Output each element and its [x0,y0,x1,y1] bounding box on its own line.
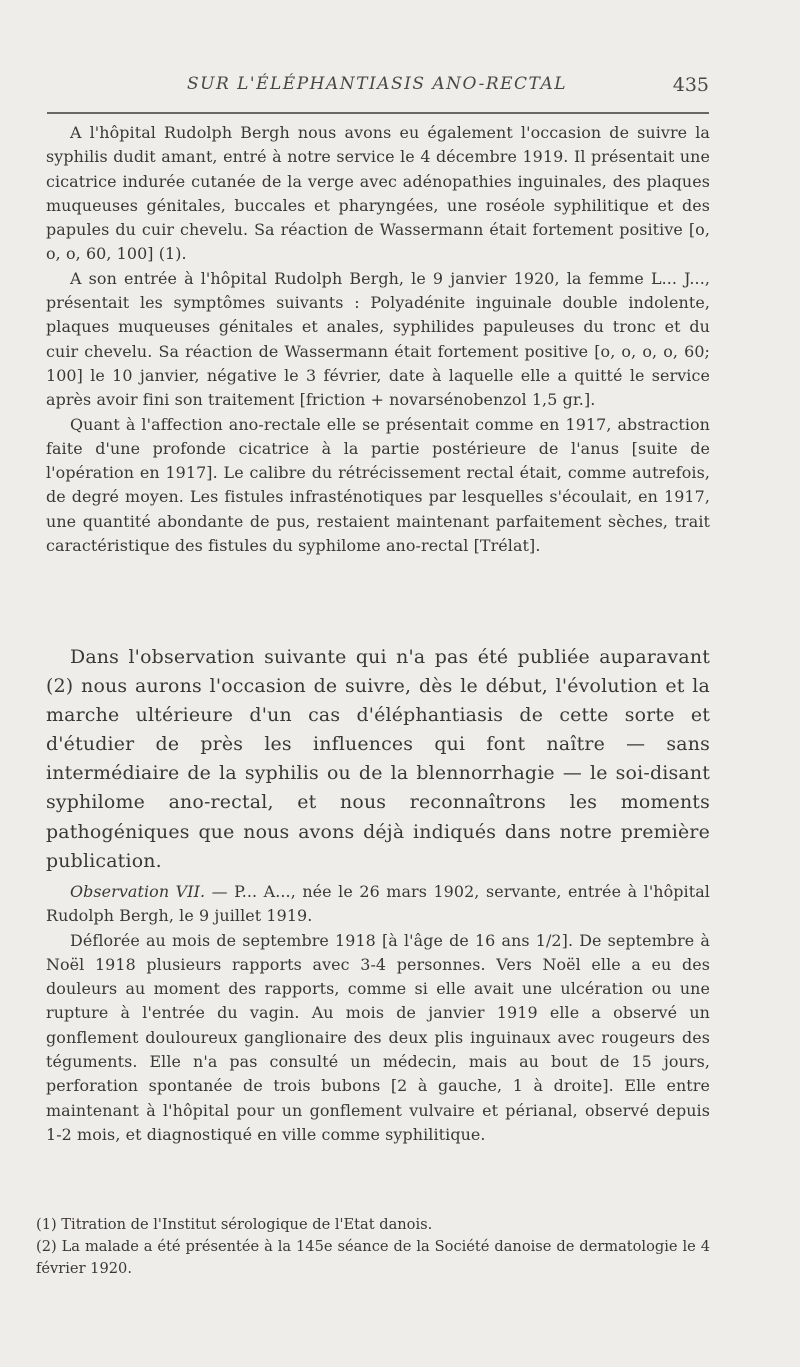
page-header [45,74,709,102]
paragraph-patient-entry: A son entrée à l'hôpital Rudolph Bergh, le 9 janvier 1920, la femme L... J..., présentait les symptômes suivants : Polyadénite inguinale double indolente, plaques muqueuses génitales et anales, syphilides papuleuses du tronc et du cuir chevelu. Sa réaction de Wassermann était fortement positive [o, o, o, o, 60; 100] le 10 janvier, négative le 3 février, date à laquelle elle a quitté le service après avoir fini son traitement [friction + novarsénobenzol 1,5 gr.]. [46,268,710,410]
observation-label: Observation VII. [70,882,206,901]
running-title: SUR L'ÉLÉPHANTIASIS ANO-RECTAL [186,74,568,94]
body-small-text-1 [46,121,710,558]
footnote-2: (2) La malade a été présentée à la 145e séance de la Société danoise de dermatologie le 4 février 1920. [36,1238,710,1277]
footnote-1: (1) Titration de l'Institut sérologique de l'Etat danois. [36,1216,433,1233]
body-large-text [46,643,710,876]
footnotes [36,1214,710,1280]
paragraph-history: Déflorée au mois de septembre 1918 [à l'âge de 16 ans 1/2]. De septembre à Noël 1918 plusieurs rapports avec 3-4 personnes. Vers Noël elle a eu des douleurs au moment des rapports, comme si elle avait une ulcération ou une rupture à l'entrée du vagin. Au mois de janvier 1919 elle a observé un gonflement douloureux ganglionaire des deux plis inguinaux avec rougeurs des téguments. Elle n'a pas consulté un médecin, mais au bout de 15 jours, perforation spontanée de trois bubons [2 à gauche, 1 à droite]. Elle entre maintenant à l'hôpital pour un gonflement vulvaire et périanal, observé depuis 1-2 mois, et diagnostiqué en ville comme syphilitique. [46,930,710,1144]
observation-text: — P... A..., née le 26 mars 1902, servante, entrée à l'hôpital Rudolph Bergh, le 9 juillet 1919. [46,882,710,926]
paragraph-observation-vii [46,880,710,929]
body-small-text-2 [46,880,710,1147]
paragraph-hospital-amant: A l'hôpital Rudolph Bergh nous avons eu également l'occasion de suivre la syphilis dudit amant, entré à notre service le 4 décembre 1919. Il présentait une cicatrice indurée cutanée de la verge avec adénopathies inguinales, des plaques muqueuses génitales, buccales et pharyngées, une roséole syphilitique et des papules du cuir chevelu. Sa réaction de Wassermann était fortement positive [o, o, o, 60, 100] (1). [46,123,710,264]
paragraph-observation-intro: Dans l'observation suivante qui n'a pas été publiée auparavant (2) nous aurons l'occasion de suivre, dès le début, l'évolution et la marche ultérieure d'un cas d'éléphantiasis de cette sorte et d'étudier de près les influences qui font naître — sans intermédiaire de la syphilis ou de la blennorrhagie — le soi-disant syphilome ano-rectal, et nous reconnaîtrons les moments pathogéniques que nous avons déjà indiqués dans notre première publication. [46,646,710,872]
paragraph-ano-rectal: Quant à l'affection ano-rectale elle se présentait comme en 1917, abstraction faite d'une profonde cicatrice à la partie postérieure de l'anus [suite de l'opération en 1917]. Le calibre du rétrécissement rectal était, comme autrefois, de degré moyen. Les fistules infrasténotiques par lesquelles s'écoulait, en 1917, une quantité abondante de pus, restaient maintenant parfaitement sèches, trait caractéristique des fistules du syphilome ano-rectal [Trélat]. [46,414,710,556]
page-number: 435 [672,74,709,96]
header-rule [47,112,709,114]
